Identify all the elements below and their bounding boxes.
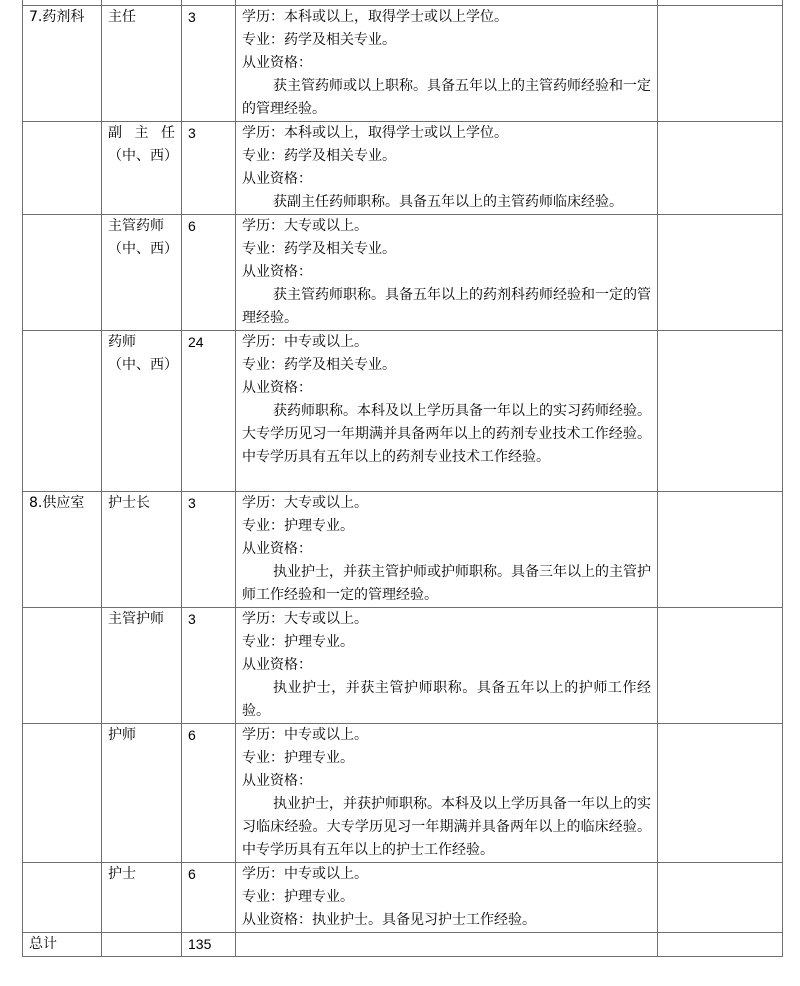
qualification-text: 获副主任药师职称。具备五年以上的主管药师临床经验。 [273,194,623,210]
qualification-label: 从业资格： [242,380,312,396]
remarks-cell [658,215,783,331]
major-text: 专业：护理专业。 [242,889,354,905]
qualification-text: 执业护士，并获主管护师职称。具备五年以上的护师工作经验。 [242,680,651,719]
dept-cell [23,215,102,331]
qualification-text: 执业护士，并获护师职称。本科及以上学历具备一年以上的实习临床经验。大专学历见习一年期满并具备两年以上的临床经验。中专学历具有五年以上的护士工作经验。 [242,796,651,858]
table-row [23,215,783,331]
position-subtitle: （中、西） [108,148,178,164]
position-cell [102,215,182,331]
major-text: 专业：护理专业。 [242,750,354,766]
position-subtitle: （中、西） [108,357,178,373]
major-text: 专业：药学及相关专业。 [242,241,396,257]
staffing-table [22,0,783,957]
position-subtitle: （中、西） [108,241,178,257]
qualification-label: 从业资格： [242,541,312,557]
remarks-cell [658,492,783,608]
qualification-text: 获药师职称。本科及以上学历具备一年以上的实习药师经验。大专学历见习一年期满并具备两年以上的药剂专业技术工作经验。中专学历具有五年以上的药剂专业技术工作经验。 [242,403,651,465]
table-row [23,724,783,863]
position-title: 副主任 [108,125,175,141]
requirements-cell [236,608,658,724]
qualification-label: 从业资格： [242,264,312,280]
position-cell [102,492,182,608]
position-title: 药师 [108,334,136,350]
requirements-cell [236,863,658,933]
remarks-cell [658,933,783,957]
major-text: 专业：药学及相关专业。 [242,148,396,164]
count-cell: 3 [182,608,236,724]
qualification-text: 获主管药师或以上职称。具备五年以上的主管药师经验和一定的管理经验。 [242,78,651,117]
dept-cell [23,122,102,215]
qualification-label: 从业资格： [242,657,312,673]
education-text: 学历：本科或以上，取得学士或以上学位。 [242,9,508,25]
position-title: 护师 [108,727,136,743]
count-cell: 3 [182,122,236,215]
qualification-label: 从业资格： [242,773,312,789]
table-row [23,863,783,933]
position-cell [102,724,182,863]
requirements-cell [236,724,658,863]
qualification-label: 从业资格： [242,171,312,187]
table-row [23,608,783,724]
major-text: 专业：护理专业。 [242,518,354,534]
position-cell [102,933,182,957]
requirements-cell [236,933,658,957]
count-cell: 3 [182,6,236,122]
position-cell [102,863,182,933]
education-text: 学历：大专或以上。 [242,611,368,627]
table-row [23,331,783,492]
dept-cell: 7.药剂科 [23,6,102,122]
remarks-cell [658,122,783,215]
count-cell: 6 [182,215,236,331]
position-cell [102,6,182,122]
dept-cell: 8.供应室 [23,492,102,608]
position-cell [102,122,182,215]
requirements-cell [236,331,658,492]
count-cell: 24 [182,331,236,492]
education-text: 学历：中专或以上。 [242,727,368,743]
education-text: 学历：大专或以上。 [242,218,368,234]
table-row [23,122,783,215]
position-title: 主管护师 [108,611,164,627]
education-text: 学历：中专或以上。 [242,334,368,350]
remarks-cell [658,6,783,122]
position-title: 护士 [108,866,136,882]
count-cell: 3 [182,492,236,608]
position-title: 主任 [108,9,136,25]
total-label: 总计 [23,933,102,957]
qualification-label: 从业资格： [242,55,312,71]
table-row [23,6,783,122]
remarks-cell [658,331,783,492]
major-text: 专业：护理专业。 [242,634,354,650]
requirements-cell [236,215,658,331]
dept-cell [23,863,102,933]
dept-cell [23,724,102,863]
education-text: 学历：中专或以上。 [242,866,368,882]
position-title: 主管药师 [108,218,164,234]
remarks-cell [658,608,783,724]
total-row [23,933,783,957]
education-text: 学历：本科或以上，取得学士或以上学位。 [242,125,508,141]
major-text: 专业：药学及相关专业。 [242,357,396,373]
table-row [23,492,783,608]
education-text: 学历：大专或以上。 [242,495,368,511]
remarks-cell [658,863,783,933]
dept-cell [23,608,102,724]
qualification-text: 获主管药师职称。具备五年以上的药剂科药师经验和一定的管理经验。 [242,287,651,326]
major-text: 专业：药学及相关专业。 [242,32,396,48]
qualification-text: 执业护士，并获主管护师或护师职称。具备三年以上的主管护师工作经验和一定的管理经验。 [242,564,651,603]
qualification-text: 从业资格：执业护士。具备见习护士工作经验。 [242,912,536,928]
total-count: 135 [182,933,236,957]
count-cell: 6 [182,863,236,933]
requirements-cell [236,122,658,215]
dept-cell [23,331,102,492]
position-cell [102,331,182,492]
position-title: 护士长 [108,495,150,511]
remarks-cell [658,724,783,863]
requirements-cell [236,6,658,122]
position-cell [102,608,182,724]
requirements-cell [236,492,658,608]
count-cell: 6 [182,724,236,863]
